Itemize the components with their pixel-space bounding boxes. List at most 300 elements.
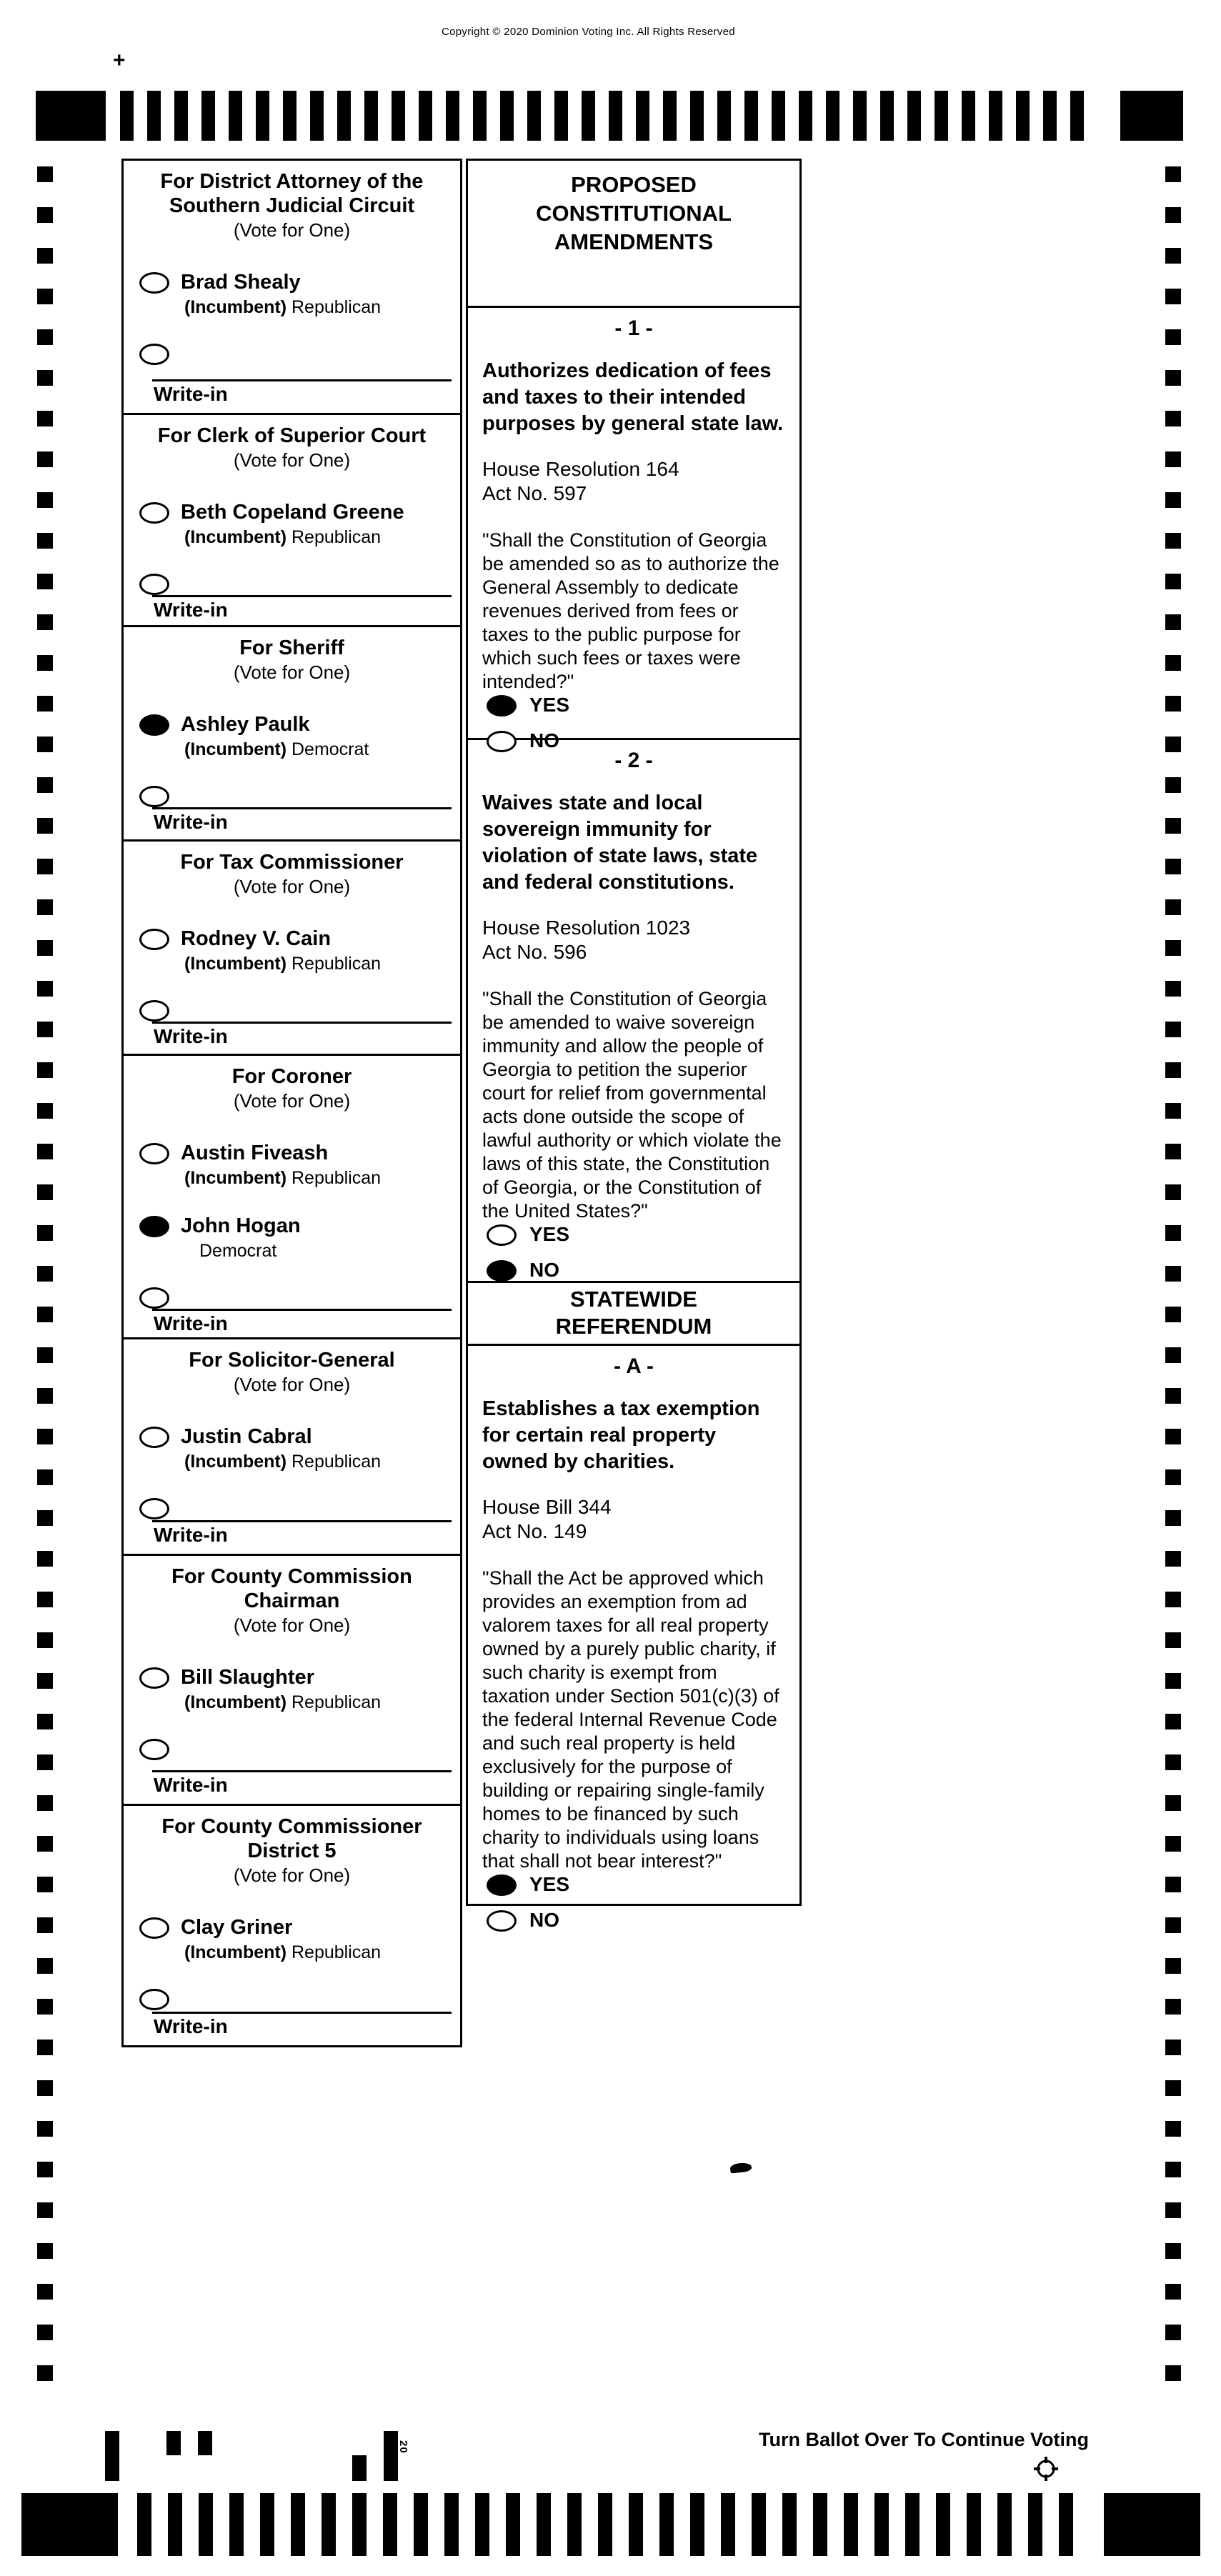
timing-mark: [37, 289, 53, 304]
timing-mark: [1165, 533, 1181, 549]
timing-mark: [989, 91, 1002, 141]
timing-mark: [1165, 1673, 1181, 1689]
write-in-area: [152, 2012, 452, 2045]
timing-mark: [1165, 1592, 1181, 1607]
contest-district-attorney: [124, 161, 460, 413]
measure-summary: Authorizes dedication of fees and taxes to their intended purposes by general state law.: [482, 359, 784, 435]
candidate-row: [124, 927, 460, 974]
timing-mark: [37, 1266, 53, 1282]
measure-question: "Shall the Constitution of Georgia be amended so as to authorize the General Assembly to dedicate revenues derived from fees or taxes to the public purpose for which such fees or taxes were intended?": [482, 529, 779, 692]
timing-mark: [37, 370, 53, 386]
timing-mark: [1165, 2243, 1181, 2259]
timing-mark: [229, 2493, 244, 2556]
contest-solicitor-general: [124, 1337, 460, 1554]
write-in-label: Write-in: [154, 1524, 228, 1546]
timing-mark: [527, 91, 541, 141]
timing-mark: [1165, 492, 1181, 508]
registration-plus-mark: +: [113, 49, 126, 72]
timing-mark: [967, 2493, 981, 2556]
candidate-name: Brad Shealy: [181, 271, 301, 294]
timing-mark: [37, 166, 53, 182]
vote-oval[interactable]: [139, 714, 169, 736]
contest-instruction: (Vote for One): [233, 1090, 351, 1112]
candidate-name: Beth Copeland Greene: [181, 501, 404, 524]
measure-options: [482, 694, 785, 752]
contest-title: For Clerk of Superior Court: [157, 424, 427, 447]
timing-mark: [37, 1754, 53, 1770]
measure-authority: House Resolution 1023 Act No. 596: [482, 917, 691, 963]
candidate-row: [124, 271, 460, 318]
timing-mark: [880, 91, 894, 141]
timing-mark: [352, 2493, 367, 2556]
timing-mark: [414, 2493, 428, 2556]
timing-mark: [37, 1022, 53, 1037]
timing-mark: [37, 1510, 53, 1526]
candidate-row: [124, 1916, 460, 1963]
timing-mark: [168, 2493, 182, 2556]
amendment-1: [468, 306, 799, 752]
timing-mark: [844, 2493, 858, 2556]
timing-mark: [659, 2493, 674, 2556]
measure-question: "Shall the Act be approved which provides an exemption from ad valorem taxes for all real property owned by a purely public charity, if such charity is exempt from taxation under Section 501(c)(3) of the federal Internal Revenue Code and such real property is held exclusively for the purpose of building or repairing single-family homes to be financed by such charity to individuals using loans that shall not bear interest?": [482, 1567, 779, 1872]
timing-mark: [905, 2493, 920, 2556]
timing-mark: [1165, 1184, 1181, 1200]
timing-mark: [690, 91, 704, 141]
contest-title: For County Commissioner: [161, 1815, 422, 1838]
timing-mark: [147, 91, 161, 141]
timing-mark: [1165, 1836, 1181, 1852]
contest-title: For Coroner: [231, 1065, 352, 1088]
timing-mark: [36, 91, 106, 141]
timing-mark: [174, 91, 188, 141]
vote-oval[interactable]: [139, 272, 169, 294]
contests-column: [121, 159, 462, 2047]
timing-mark: [1165, 289, 1181, 304]
timing-mark: [874, 2493, 889, 2556]
yes-oval[interactable]: [487, 1224, 517, 1246]
timing-mark: [598, 2493, 612, 2556]
candidate-row: [124, 1214, 460, 1262]
candidate-detail: (Incumbent) Republican: [184, 297, 382, 317]
timing-mark: [582, 91, 595, 141]
timing-mark: [1165, 1510, 1181, 1526]
write-in-oval[interactable]: [139, 1498, 169, 1519]
timing-mark: [690, 2493, 704, 2556]
timing-mark: [799, 91, 812, 141]
timing-mark: [772, 91, 785, 141]
measure-number: - 1 -: [614, 316, 653, 340]
contest-title: For Tax Commissioner: [180, 851, 404, 874]
referendum-header: STATEWIDE REFERENDUM: [468, 1281, 799, 1344]
timing-mark: [636, 91, 649, 141]
vote-oval[interactable]: [139, 502, 169, 524]
vote-oval[interactable]: [139, 1143, 169, 1164]
vote-oval[interactable]: [139, 1216, 169, 1237]
turn-ballot-over-text: Turn Ballot Over To Continue Voting: [759, 2429, 1089, 2450]
timing-mark: [1165, 940, 1181, 956]
vote-oval[interactable]: [139, 1917, 169, 1939]
timing-mark: [1165, 1144, 1181, 1159]
contest-tax-commissioner: [124, 839, 460, 1054]
timing-mark: [37, 1592, 53, 1607]
timing-mark: [1165, 899, 1181, 915]
timing-mark: [37, 899, 53, 915]
write-in-label: Write-in: [154, 811, 228, 833]
timing-mark: [826, 91, 839, 141]
candidate-row: [124, 1425, 460, 1472]
candidate-detail: (Incumbent) Republican: [184, 1168, 382, 1188]
timing-mark: [37, 1469, 53, 1485]
write-in-oval[interactable]: [139, 1989, 169, 2010]
timing-mark: [813, 2493, 827, 2556]
contest-county-commission-chairman: [124, 1554, 460, 1804]
candidate-detail: Democrat: [199, 1241, 277, 1261]
contest-instruction: (Vote for One): [233, 1374, 351, 1395]
timing-mark: [907, 91, 921, 141]
amendment-2: [468, 738, 799, 1281]
timing-mark: [201, 91, 215, 141]
candidate-name: Justin Cabral: [181, 1425, 312, 1448]
yes-option: YES: [487, 1873, 785, 1896]
timing-mark: [1165, 451, 1181, 467]
timing-mark: [1165, 696, 1181, 712]
timing-mark: [37, 2243, 53, 2259]
timing-mark: [936, 2493, 950, 2556]
timing-mark: [260, 2493, 274, 2556]
timing-mark: [663, 91, 677, 141]
timing-mark: [37, 1429, 53, 1444]
timing-mark: [256, 91, 269, 141]
timing-mark: [37, 2162, 53, 2177]
timing-mark: [1165, 1225, 1181, 1241]
timing-mark: [37, 655, 53, 671]
ballot-code-mark: [105, 2431, 119, 2481]
contest-title: Southern Judicial Circuit: [169, 194, 415, 217]
timing-mark: [1059, 2493, 1073, 2556]
timing-mark: [997, 2493, 1012, 2556]
timing-mark: [1165, 1714, 1181, 1729]
candidate-name: John Hogan: [181, 1214, 301, 1237]
vote-oval[interactable]: [139, 1667, 169, 1689]
timing-mark: [1165, 1632, 1181, 1648]
stub-number: 20: [397, 2440, 409, 2454]
timing-mark: [1016, 91, 1030, 141]
timing-mark: [475, 2493, 489, 2556]
measure-number: - A -: [613, 1354, 654, 1378]
candidate-detail: (Incumbent) Republican: [184, 954, 382, 974]
measure-authority: House Bill 344 Act No. 149: [482, 1496, 612, 1542]
write-in-oval-row: [124, 1286, 460, 1309]
timing-mark: [37, 859, 53, 874]
write-in-oval-row: [124, 1737, 460, 1760]
timing-mark: [500, 91, 514, 141]
timing-mark: [37, 411, 53, 426]
candidate-name: Rodney V. Cain: [181, 927, 332, 950]
timing-mark: [782, 2493, 797, 2556]
no-option: NO: [487, 1909, 785, 1932]
contest-instruction: (Vote for One): [233, 449, 351, 471]
timing-mark: [506, 2493, 520, 2556]
timing-mark: [419, 91, 432, 141]
timing-mark: [629, 2493, 643, 2556]
contest-instruction: (Vote for One): [233, 219, 351, 241]
write-in-area: [152, 379, 452, 413]
timing-mark: [1165, 574, 1181, 589]
vote-oval[interactable]: [139, 929, 169, 950]
measure-number: - 2 -: [614, 749, 653, 772]
contest-title: For Solicitor-General: [189, 1349, 395, 1372]
write-in-oval-row: [124, 572, 460, 595]
timing-mark: [37, 1551, 53, 1567]
timing-mark: [1165, 2080, 1181, 2096]
timing-mark: [37, 248, 53, 264]
timing-mark: [1165, 1754, 1181, 1770]
timing-mark: [1165, 737, 1181, 752]
write-in-area: [152, 807, 452, 841]
timing-mark: [37, 329, 53, 345]
vote-oval[interactable]: [139, 1427, 169, 1448]
registration-target-icon: [1033, 2456, 1059, 2482]
timing-mark: [1165, 1999, 1181, 2015]
timing-mark: [1165, 1062, 1181, 1078]
timing-mark: [1165, 1469, 1181, 1485]
write-in-label: Write-in: [154, 1025, 228, 1047]
no-oval[interactable]: [487, 1260, 517, 1282]
write-in-area: [152, 1309, 452, 1342]
contest-county-commissioner-district-5: [124, 1804, 460, 2045]
ink-smudge: [729, 2162, 752, 2173]
contest-title: For County Commission: [171, 1565, 412, 1588]
contest-title: For Sheriff: [239, 636, 344, 659]
timing-mark: [1028, 2493, 1042, 2556]
timing-mark: [1165, 2284, 1181, 2300]
contest-title: Chairman: [244, 1589, 340, 1612]
write-in-area: [152, 1022, 452, 1055]
yes-oval[interactable]: [487, 695, 517, 717]
contest-coroner: [124, 1054, 460, 1337]
yes-option: YES: [487, 694, 785, 717]
timing-mark: [37, 1144, 53, 1159]
write-in-oval[interactable]: [139, 1287, 169, 1309]
timing-mark: [37, 777, 53, 793]
candidate-detail: (Incumbent) Republican: [184, 1692, 382, 1712]
timing-mark: [37, 2040, 53, 2055]
timing-mark: [37, 1917, 53, 1933]
timing-mark: [1165, 1795, 1181, 1811]
contest-title: District 5: [247, 1839, 337, 1862]
candidate-name: Ashley Paulk: [181, 713, 310, 736]
timing-mark: [37, 574, 53, 589]
write-in-oval-row: [124, 342, 460, 365]
timing-mark: [283, 91, 296, 141]
timing-mark: [1165, 1388, 1181, 1404]
timing-mark: [1165, 370, 1181, 386]
timing-mark: [364, 91, 378, 141]
contest-instruction: (Vote for One): [233, 1614, 351, 1636]
write-in-oval-row: [124, 999, 460, 1022]
measure-options: [482, 1223, 785, 1282]
timing-mark: [37, 1795, 53, 1811]
referendum-a: [468, 1344, 799, 1931]
write-in-label: Write-in: [154, 599, 228, 621]
timing-mark: [337, 91, 351, 141]
timing-mark: [229, 91, 242, 141]
timing-mark: [1165, 166, 1181, 182]
candidate-row: [124, 713, 460, 760]
timing-mark: [37, 207, 53, 223]
timing-mark: [1165, 207, 1181, 223]
write-in-label: Write-in: [154, 383, 228, 405]
timing-mark: [1165, 2325, 1181, 2340]
write-in-oval[interactable]: [139, 574, 169, 595]
yes-oval[interactable]: [487, 1874, 517, 1896]
timing-mark: [537, 2493, 551, 2556]
timing-mark: [1165, 2040, 1181, 2055]
contest-instruction: (Vote for One): [233, 1864, 351, 1886]
timing-mark: [1165, 1958, 1181, 1974]
measures-column: [466, 159, 802, 1931]
candidate-row: [124, 501, 460, 548]
timing-mark: [1120, 91, 1183, 141]
timing-mark: [37, 940, 53, 956]
write-in-area: [152, 1520, 452, 1554]
candidate-name: Austin Fiveash: [181, 1142, 329, 1164]
timing-mark: [1165, 1917, 1181, 1933]
timing-mark: [37, 2080, 53, 2096]
timing-mark: [37, 1307, 53, 1322]
write-in-area: [152, 595, 452, 629]
contest-instruction: (Vote for One): [233, 876, 351, 897]
timing-mark: [1043, 91, 1057, 141]
timing-mark: [37, 1184, 53, 1200]
timing-mark: [310, 91, 324, 141]
timing-mark: [1165, 1429, 1181, 1444]
timing-mark: [567, 2493, 582, 2556]
timing-mark: [37, 2365, 53, 2381]
amendments-header: PROPOSED CONSTITUTIONAL AMENDMENTS: [536, 172, 732, 254]
timing-mark: [744, 91, 758, 141]
timing-mark: [392, 91, 405, 141]
candidate-row: [124, 1666, 460, 1713]
timing-mark: [37, 1103, 53, 1119]
timing-mark: [37, 1673, 53, 1689]
timing-mark: [322, 2493, 336, 2556]
contest-title: For District Attorney of the: [160, 170, 424, 193]
timing-mark: [37, 2202, 53, 2218]
ballot-code-mark: [384, 2431, 398, 2481]
timing-mark: [137, 2493, 151, 2556]
yes-option: YES: [487, 1223, 785, 1246]
ballot-code-mark: [198, 2431, 212, 2455]
timing-mark: [1165, 614, 1181, 630]
timing-mark: [1165, 248, 1181, 264]
ballot-code-mark: [166, 2431, 181, 2455]
contest-clerk-superior-court: [124, 413, 460, 625]
contest-sheriff: [124, 625, 460, 839]
timing-mark: [37, 1632, 53, 1648]
timing-mark: [37, 1836, 53, 1852]
no-option: NO: [487, 1259, 785, 1282]
timing-mark: [37, 1958, 53, 1974]
timing-mark: [1104, 2493, 1200, 2556]
write-in-label: Write-in: [154, 2015, 228, 2037]
contest-instruction: (Vote for One): [233, 662, 351, 683]
write-in-oval[interactable]: [139, 344, 169, 365]
timing-mark: [473, 91, 487, 141]
write-in-label: Write-in: [154, 1774, 228, 1796]
no-oval[interactable]: [487, 1910, 517, 1932]
measure-summary: Waives state and local sovereign immunity for violation of state laws, state and federal constitutions.: [482, 792, 758, 894]
write-in-oval-row: [124, 1987, 460, 2010]
timing-mark: [1165, 777, 1181, 793]
write-in-oval[interactable]: [139, 1000, 169, 1022]
no-option: NO: [487, 729, 785, 752]
timing-mark: [1070, 91, 1084, 141]
timing-mark: [1165, 2365, 1181, 2381]
measure-options: [482, 1873, 785, 1932]
timing-mark: [21, 2493, 118, 2556]
timing-mark: [37, 614, 53, 630]
timing-mark: [1165, 859, 1181, 874]
write-in-label: Write-in: [154, 1312, 228, 1334]
write-in-oval[interactable]: [139, 786, 169, 807]
measure-question: "Shall the Constitution of Georgia be amended to waive sovereign immunity and allow the people of Georgia to petition the superior court for relief from governmental acts done outside the scope of lawful authority or which violate the laws of this state, the Constitution of Georgia, or the Constitution of the United States?": [482, 988, 782, 1222]
timing-mark: [554, 91, 568, 141]
timing-mark: [1165, 2162, 1181, 2177]
timing-mark: [1165, 2121, 1181, 2137]
timing-mark: [37, 2121, 53, 2137]
timing-mark: [37, 1062, 53, 1078]
write-in-area: [152, 1770, 452, 1804]
timing-mark: [37, 451, 53, 467]
timing-mark: [444, 2493, 459, 2556]
timing-mark: [609, 91, 622, 141]
write-in-oval-row: [124, 1497, 460, 1519]
timing-mark: [37, 696, 53, 712]
timing-mark: [1165, 1307, 1181, 1322]
timing-mark: [721, 2493, 735, 2556]
timing-mark: [1165, 1022, 1181, 1037]
timing-mark: [37, 533, 53, 549]
timing-mark: [199, 2493, 213, 2556]
timing-mark: [962, 91, 975, 141]
timing-mark: [1165, 2202, 1181, 2218]
write-in-oval[interactable]: [139, 1739, 169, 1760]
candidate-row: [124, 1142, 460, 1189]
timing-mark: [752, 2493, 766, 2556]
timing-mark: [1165, 1877, 1181, 1892]
measure-authority: House Resolution 164 Act No. 597: [482, 458, 679, 504]
timing-mark: [37, 492, 53, 508]
write-in-oval-row: [124, 784, 460, 807]
timing-mark: [37, 1347, 53, 1363]
timing-mark: [37, 1714, 53, 1729]
copyright-line: Copyright © 2020 Dominion Voting Inc. All Rights Reserved: [442, 26, 735, 38]
timing-mark: [717, 91, 731, 141]
timing-mark: [37, 2284, 53, 2300]
timing-mark: [853, 91, 867, 141]
timing-mark: [1165, 1266, 1181, 1282]
candidate-detail: (Incumbent) Republican: [184, 1942, 382, 1962]
timing-mark: [37, 737, 53, 752]
timing-mark: [1165, 981, 1181, 997]
candidate-detail: (Incumbent) Republican: [184, 1452, 382, 1472]
timing-mark: [37, 2325, 53, 2340]
candidate-name: Bill Slaughter: [181, 1666, 314, 1689]
candidate-name: Clay Griner: [181, 1916, 293, 1939]
timing-mark: [37, 1388, 53, 1404]
timing-mark: [37, 1225, 53, 1241]
